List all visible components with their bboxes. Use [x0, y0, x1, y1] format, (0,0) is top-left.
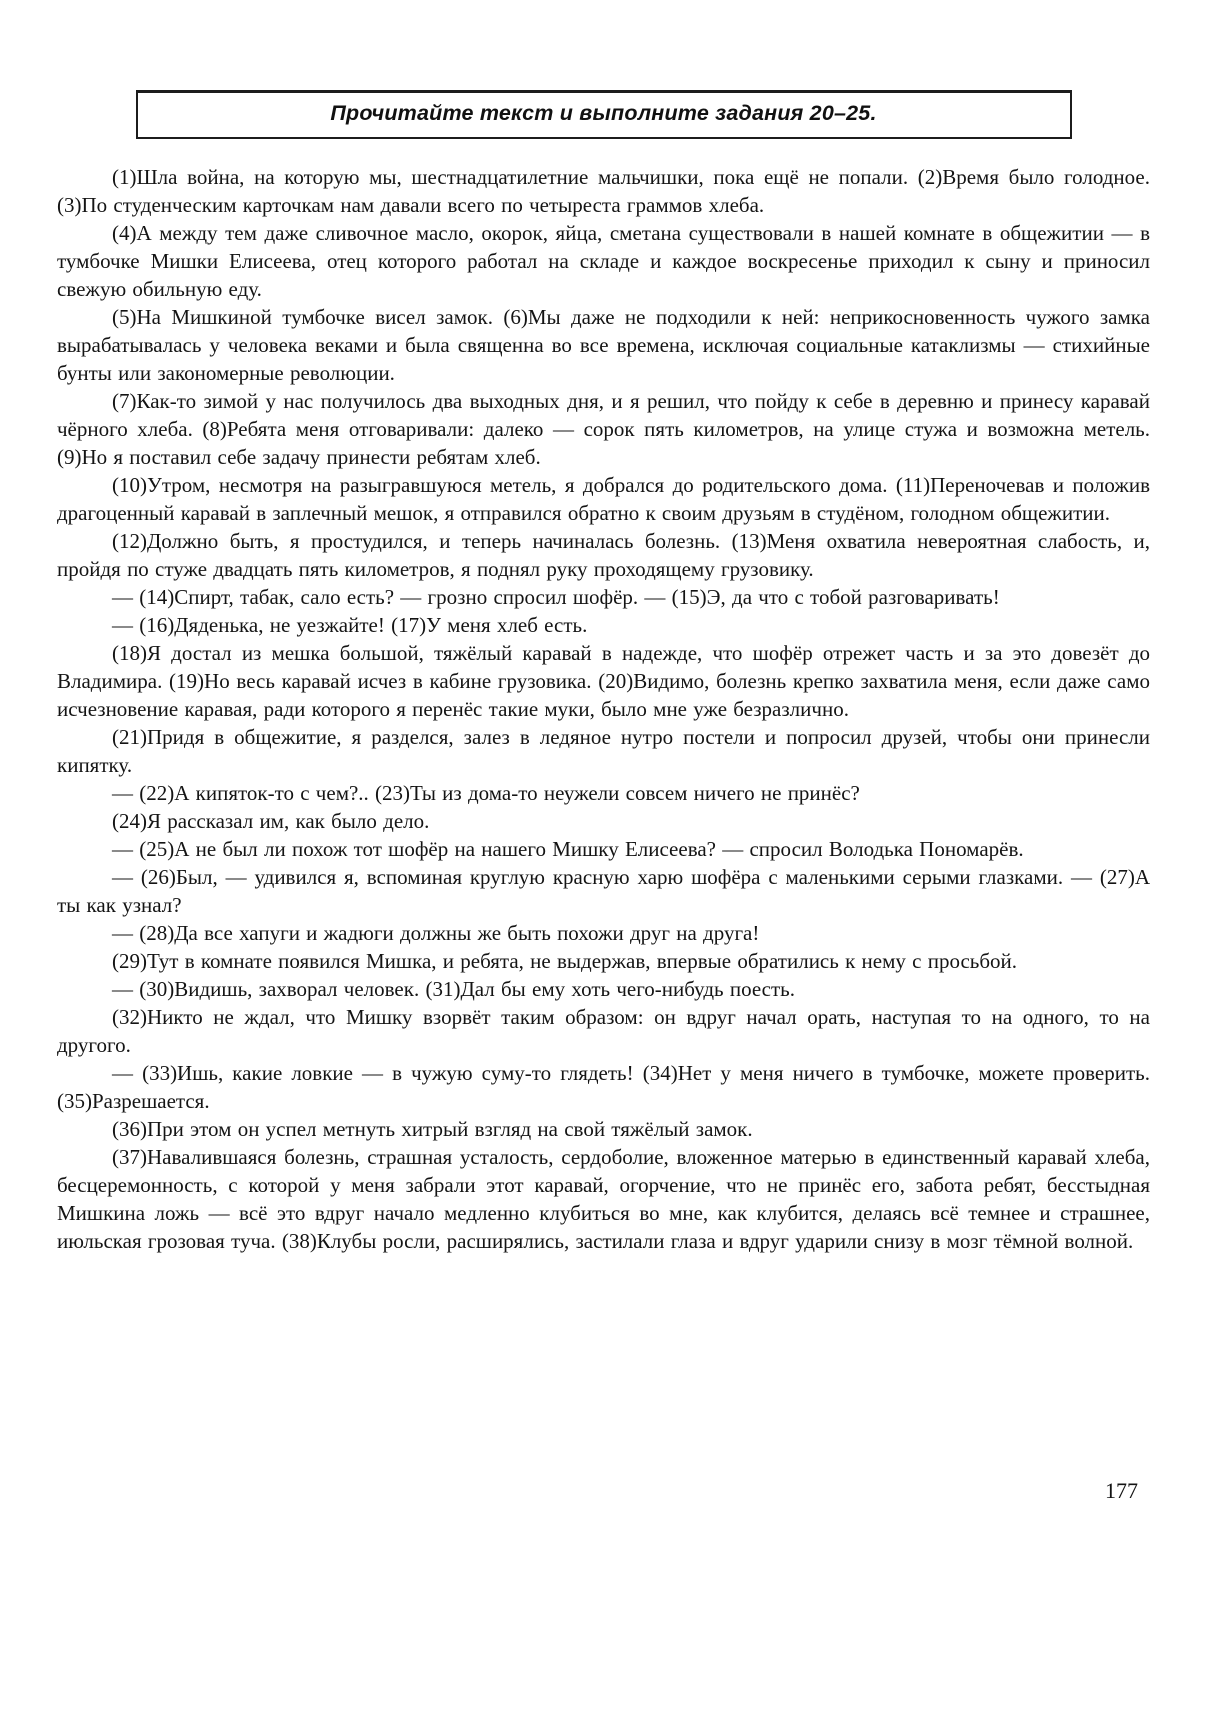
paragraph: (32)Никто не ждал, что Мишку взорвёт таким образом: он вдруг начал орать, наступая то на одного, то на другого. [57, 1005, 1150, 1057]
paragraph: — (28)Да все хапуги и жадюги должны же быть похожи друг на друга! [112, 921, 760, 945]
paragraph: — (33)Ишь, какие ловкие — в чужую суму-то глядеть! (34)Нет у меня ничего в тумбочке, можете проверить. (35)Разрешается. [57, 1061, 1150, 1113]
paragraph: (12)Должно быть, я простудился, и теперь начиналась болезнь. (13)Меня охватила невероятная слабость, и, пройдя по стуже двадцать пять километров, я поднял руку проходящему грузовику. [57, 529, 1150, 581]
paragraph: (7)Как-то зимой у нас получилось два выходных дня, и я решил, что пойду к себе в деревню и принесу каравай чёрного хлеба. (8)Ребята меня отговаривали: далеко — сорок пять километров, на улице стужа и возможна метель. (9)Но я поставил себе задачу принести ребятам хлеб. [57, 389, 1150, 469]
paragraph: — (30)Видишь, захворал человек. (31)Дал бы ему хоть чего-нибудь поесть. [112, 977, 796, 1001]
paragraph: (29)Тут в комнате появился Мишка, и ребята, не выдержав, впервые обратились к нему с просьбой. [112, 949, 1018, 973]
paragraph: — (14)Спирт, табак, сало есть? — грозно спросил шофёр. — (15)Э, да что с тобой разговаривать! [112, 585, 1000, 609]
paragraph: — (16)Дяденька, не уезжайте! (17)У меня хлеб есть. [112, 613, 588, 637]
paragraph: — (26)Был, — удивился я, вспоминая круглую красную харю шофёра с маленькими серыми глазками. — (27)А ты как узнал? [57, 865, 1150, 917]
instruction-text: Прочитайте текст и выполните задания 20–25. [330, 101, 877, 125]
paragraph: (18)Я достал из мешка большой, тяжёлый каравай в надежде, что шофёр отрежет часть и за это довезёт до Владимира. (19)Но весь каравай исчез в кабине грузовика. (20)Видимо, болезнь крепко захватила меня, если даже само исчезновение каравая, ради которого я перенёс такие муки, было мне уже безразлично. [57, 641, 1150, 721]
paragraph: (21)Придя в общежитие, я разделся, залез в ледяное нутро постели и попросил друзей, чтобы они принесли кипятку. [57, 725, 1150, 777]
reading-text [57, 163, 1150, 1255]
paragraph: (37)Навалившаяся болезнь, страшная усталость, сердоболие, вложенное матерью в единственный каравай хлеба, бесцеремонность, с которой у меня забрали этот каравай, огорчение, что не принёс его, забота ребят, бесстыдная Мишкина ложь — всё это вдруг начало медленно клубиться во мне, как клубится, делаясь всё темнее и страшнее, июльская грозовая туча. (38)Клубы росли, расширялись, застилали глаза и вдруг ударили снизу в мозг тёмной волной. [57, 1145, 1150, 1253]
paragraph: — (22)А кипяток-то с чем?.. (23)Ты из дома-то неужели совсем ничего не принёс? [112, 781, 860, 805]
paragraph: (1)Шла война, на которую мы, шестнадцатилетние мальчишки, пока ещё не попали. (2)Время было голодное. (3)По студенческим карточкам нам давали всего по четыреста граммов хлеба. [57, 165, 1150, 217]
paragraph: (10)Утром, несмотря на разыгравшуюся метель, я добрался до родительского дома. (11)Переночевав и положив драгоценный каравай в заплечный мешок, я отправился обратно к своим друзьям в студёном, голодном общежитии. [57, 473, 1150, 525]
paragraph: (24)Я рассказал им, как было дело. [112, 809, 430, 833]
paragraph: — (25)А не был ли похож тот шофёр на нашего Мишку Елисеева? — спросил Володька Пономарёв. [112, 837, 1024, 861]
page-number: 177 [1105, 1478, 1138, 1503]
paragraph: (4)А между тем даже сливочное масло, окорок, яйца, сметана существовали в нашей комнате в общежитии — в тумбочке Мишки Елисеева, отец которого работал на складе и каждое воскресенье приходил к сыну и приносил свежую обильную еду. [57, 221, 1150, 301]
paragraph: (5)На Мишкиной тумбочке висел замок. (6)Мы даже не подходили к ней: неприкосновенность чужого замка вырабатывалась у человека веками и была священна во все времена, исключая социальные катаклизмы — стихийные бунты или закономерные революции. [57, 305, 1150, 385]
paragraph: (36)При этом он успел метнуть хитрый взгляд на свой тяжёлый замок. [112, 1117, 753, 1141]
instruction-box [136, 90, 1072, 139]
